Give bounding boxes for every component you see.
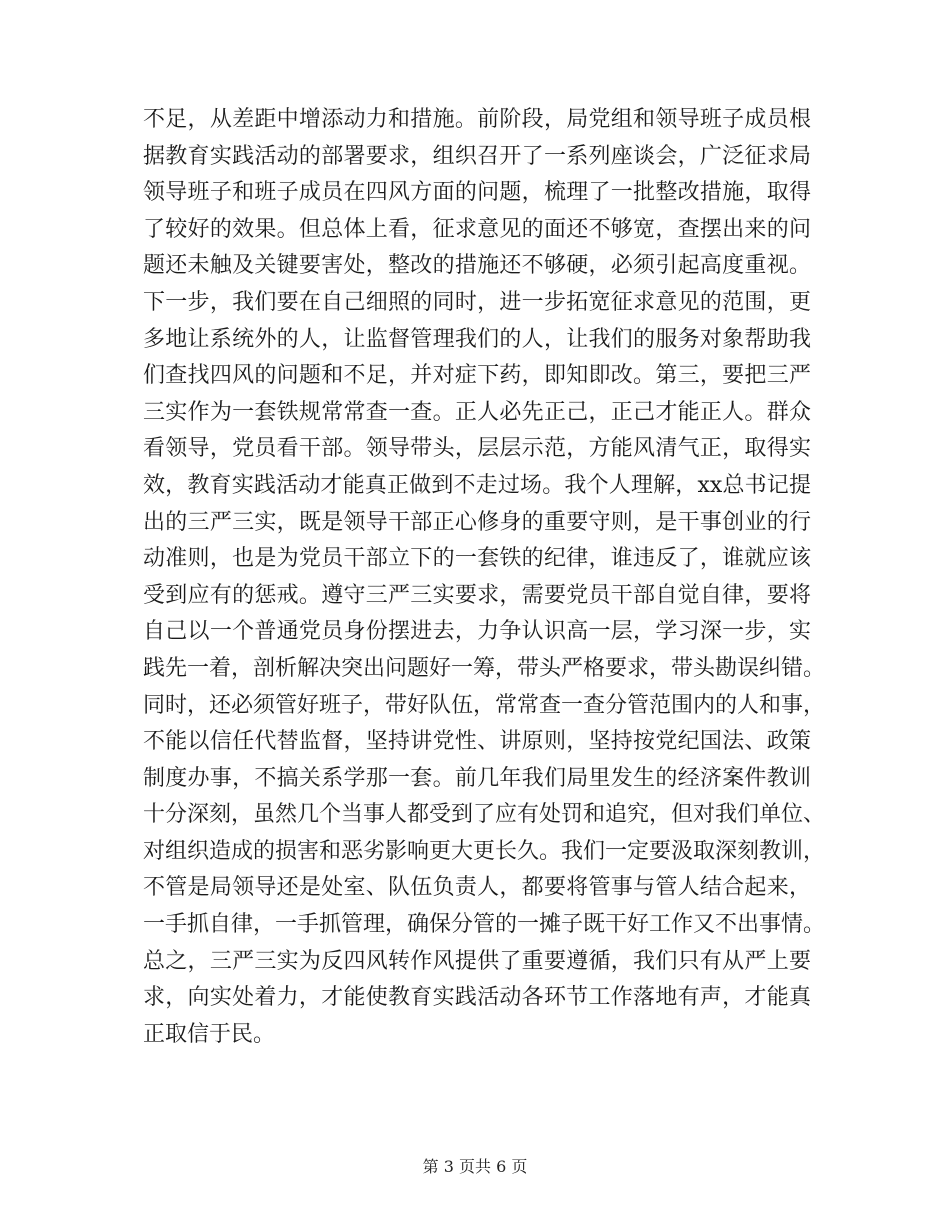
text-line: 同时，还必须管好班子，带好队伍，常常查一查分管范围内的人和事， xyxy=(143,692,826,718)
text-line: 据教育实践活动的部署要求，组织召开了一系列座谈会，广泛征求局 xyxy=(143,143,811,169)
text-line: 三实作为一套铁规常常查一查。正人必先正己，正己才能正人。群众 xyxy=(143,399,811,425)
text-line: 求，向实处着力，才能使教育实践活动各环节工作落地有声，才能真 xyxy=(143,985,811,1011)
text-line: 十分深刻，虽然几个当事人都受到了应有处罚和追究，但对我们单位、 xyxy=(143,802,826,828)
text-line: 看领导，党员看干部。领导带头，层层示范，方能风清气正，取得实 xyxy=(143,436,811,462)
text-line: 出的三严三实，既是领导干部正心修身的重要守则，是干事创业的行 xyxy=(143,509,811,535)
text-line: 自己以一个普通党员身份摆进去，力争认识高一层，学习深一步，实 xyxy=(143,619,811,645)
text-line: 一手抓自律，一手抓管理，确保分管的一摊子既干好工作又不出事情。 xyxy=(143,912,826,938)
text-line: 题还未触及关键要害处，整改的措施还不够硬，必须引起高度重视。 xyxy=(143,253,811,279)
text-line: 受到应有的惩戒。遵守三严三实要求，需要党员干部自觉自律，要将 xyxy=(143,582,811,608)
text-line: 不管是局领导还是处室、队伍负责人，都要将管事与管人结合起来， xyxy=(143,875,811,901)
page-number-footer: 第 3 页共 6 页 xyxy=(422,1157,528,1176)
text-line: 制度办事，不搞关系学那一套。前几年我们局里发生的经济案件教训 xyxy=(143,765,811,791)
text-line: 们查找四风的问题和不足，并对症下药，即知即改。第三，要把三严 xyxy=(143,363,811,389)
text-line: 领导班子和班子成员在四风方面的问题，梳理了一批整改措施，取得 xyxy=(143,180,811,206)
text-line: 践先一着，剖析解决突出问题好一筹，带头严格要求，带头勘误纠错。 xyxy=(143,655,826,681)
text-line: 效，教育实践活动才能真正做到不走过场。我个人理解，xx总书记提 xyxy=(143,472,811,498)
text-line: 不能以信任代替监督，坚持讲党性、讲原则，坚持按党纪国法、政策 xyxy=(143,729,811,755)
text-line: 动准则，也是为党员干部立下的一套铁的纪律，谁违反了，谁就应该 xyxy=(143,546,811,572)
text-line: 多地让系统外的人，让监督管理我们的人，让我们的服务对象帮助我 xyxy=(143,326,811,352)
text-line: 不足，从差距中增添动力和措施。前阶段，局党组和领导班子成员根 xyxy=(143,107,811,132)
body-paragraph xyxy=(143,102,826,1053)
text-line: 了较好的效果。但总体上看，征求意见的面还不够宽，查摆出来的问 xyxy=(143,216,811,242)
text-line: 对组织造成的损害和恶劣影响更大更长久。我们一定要汲取深刻教训， xyxy=(143,838,826,864)
text-line: 总之，三严三实为反四风转作风提供了重要遵循，我们只有从严上要 xyxy=(143,948,811,974)
text-line: 正取信于民。 xyxy=(143,1021,276,1047)
text-line: 下一步，我们要在自己细照的同时，进一步拓宽征求意见的范围，更 xyxy=(143,289,811,315)
